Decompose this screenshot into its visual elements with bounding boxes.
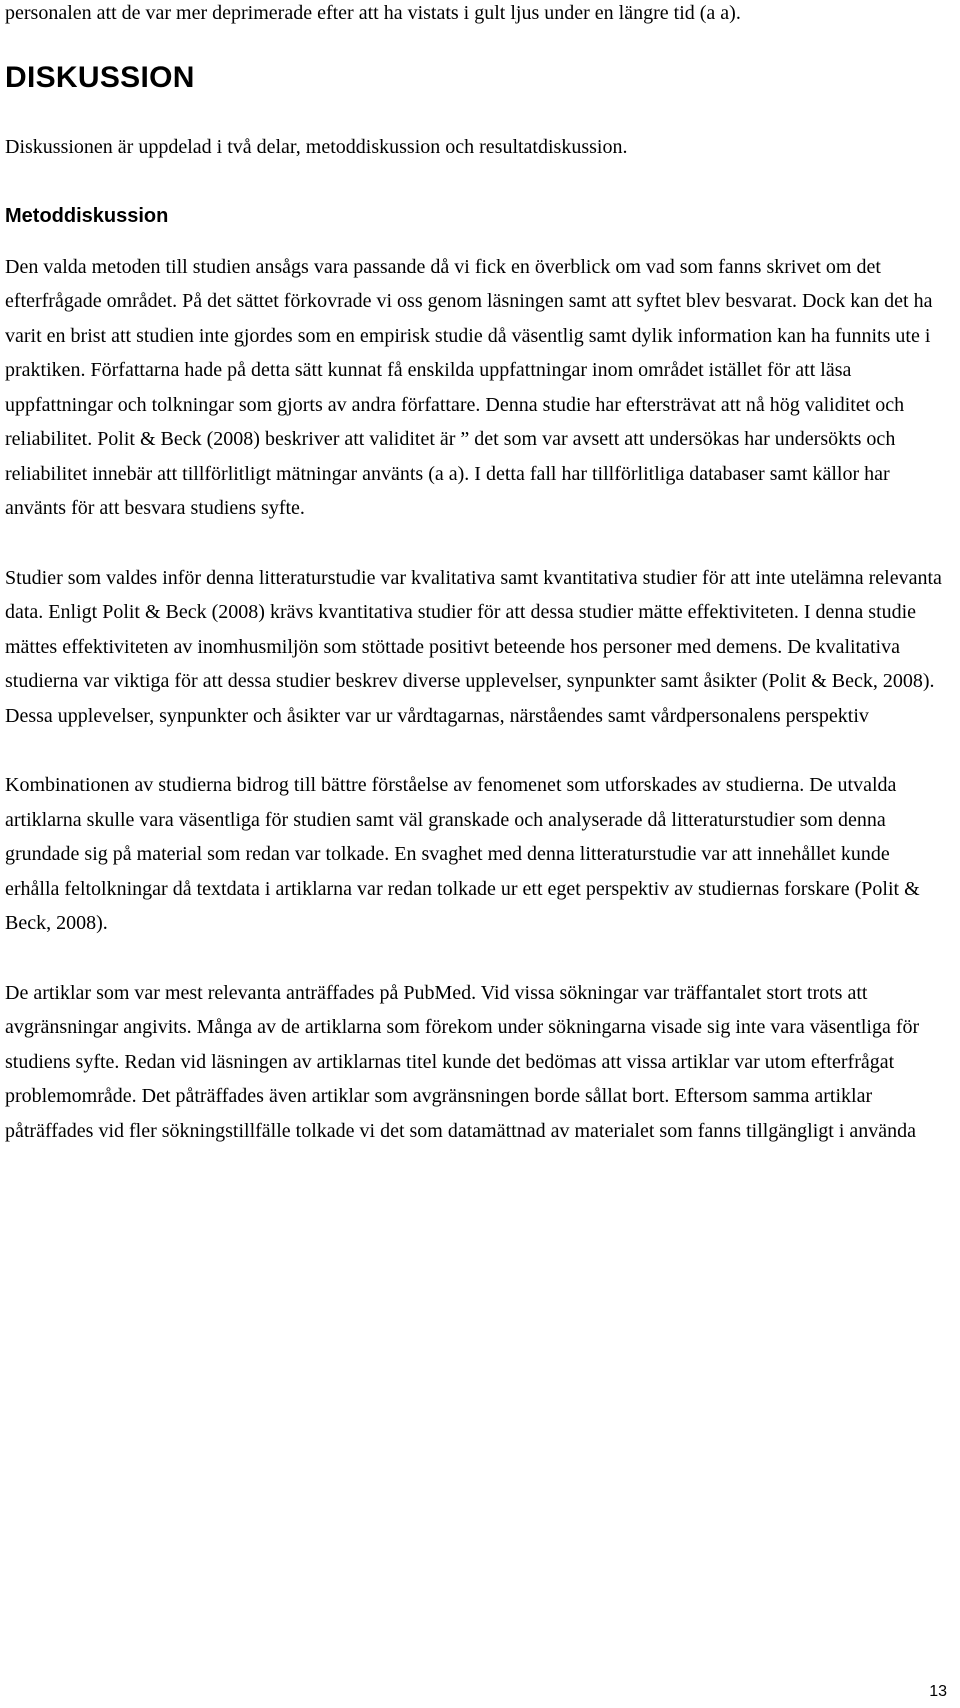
- body-paragraph: Den valda metoden till studien ansågs vara passande då vi fick en överblick om vad som fanns skrivet om det efterfrågade området. På det sättet förkovrade vi oss genom läsningen samt att syftet blev besvarat. Dock kan det ha varit en brist att studien inte gjordes som en empirisk studie då väsentlig samt dylik information kan ha funnits ute i praktiken. Författarna hade på detta sätt kunnat få enskilda uppfattningar inom området istället för att läsa uppfattningar och tolkningar som gjorts av andra författare. Denna studie har eftersträvat att nå hög validitet och reliabilitet. Polit & Beck (2008) beskriver att validitet är ” det som var avsett att undersökas har undersökts och reliabilitet innebär att tillförlitligt mätningar använts (a a). I detta fall har tillförlitliga databaser samt källor har använts för att besvara studiens syfte.: [5, 255, 933, 520]
- document-page: [5, 0, 945, 1148]
- subsection-heading-metoddiskussion: Metoddiskussion: [5, 205, 169, 227]
- section-intro-paragraph: Diskussionen är uppdelad i två delar, metoddiskussion och resultatdiskussion.: [5, 135, 628, 158]
- carryover-paragraph: personalen att de var mer deprimerade efter att ha vistats i gult ljus under en längre tid (a a).: [5, 2, 741, 24]
- body-paragraph: Studier som valdes inför denna litteraturstudie var kvalitativa samt kvantitativa studier för att inte utelämna relevanta data. Enligt Polit & Beck (2008) krävs kvantitativa studier för att dessa studier mätte effektiviteten. I denna studie mättes effektiviteten av inomhusmiljön som stöttade positivt beteende hos personer med demens. De kvalitativa studierna var viktiga för att dessa studier beskrev diverse upplevelser, synpunkter samt åsikter (Polit & Beck, 2008). Dessa upplevelser, synpunkter och åsikter var ur vårdtagarnas, närståendes samt vårdpersonalens perspektiv: [5, 566, 942, 727]
- section-heading-diskussion: DISKUSSION: [5, 60, 195, 94]
- body-paragraph: Kombinationen av studierna bidrog till bättre förståelse av fenomenet som utforskades av studierna. De utvalda artiklarna skulle vara väsentliga för studien samt väl granskade och analyserade då litteraturstudier som denna grundade sig på material som redan var tolkade. En svaghet med denna litteraturstudie var att innehållet kunde erhålla feltolkningar då textdata i artiklarna var redan tolkade ur ett eget perspektiv av studiernas forskare (Polit & Beck, 2008).: [5, 774, 920, 935]
- page-number: 13: [929, 1683, 947, 1700]
- body-paragraph: De artiklar som var mest relevanta anträffades på PubMed. Vid vissa sökningar var träffantalet stort trots att avgränsningar angivits. Många av de artiklarna som förekom under sökningarna visade sig inte vara väsentliga för studiens syfte. Redan vid läsningen av artiklarnas titel kunde det bedömas att vissa artiklar var utom efterfrågat problemområde. Det påträffades även artiklar som avgränsningen borde sållat bort. Eftersom samma artiklar påträffades vid fler sökningstillfälle tolkade vi det som datamättnad av materialet som fanns tillgängligt i använda: [5, 981, 920, 1142]
